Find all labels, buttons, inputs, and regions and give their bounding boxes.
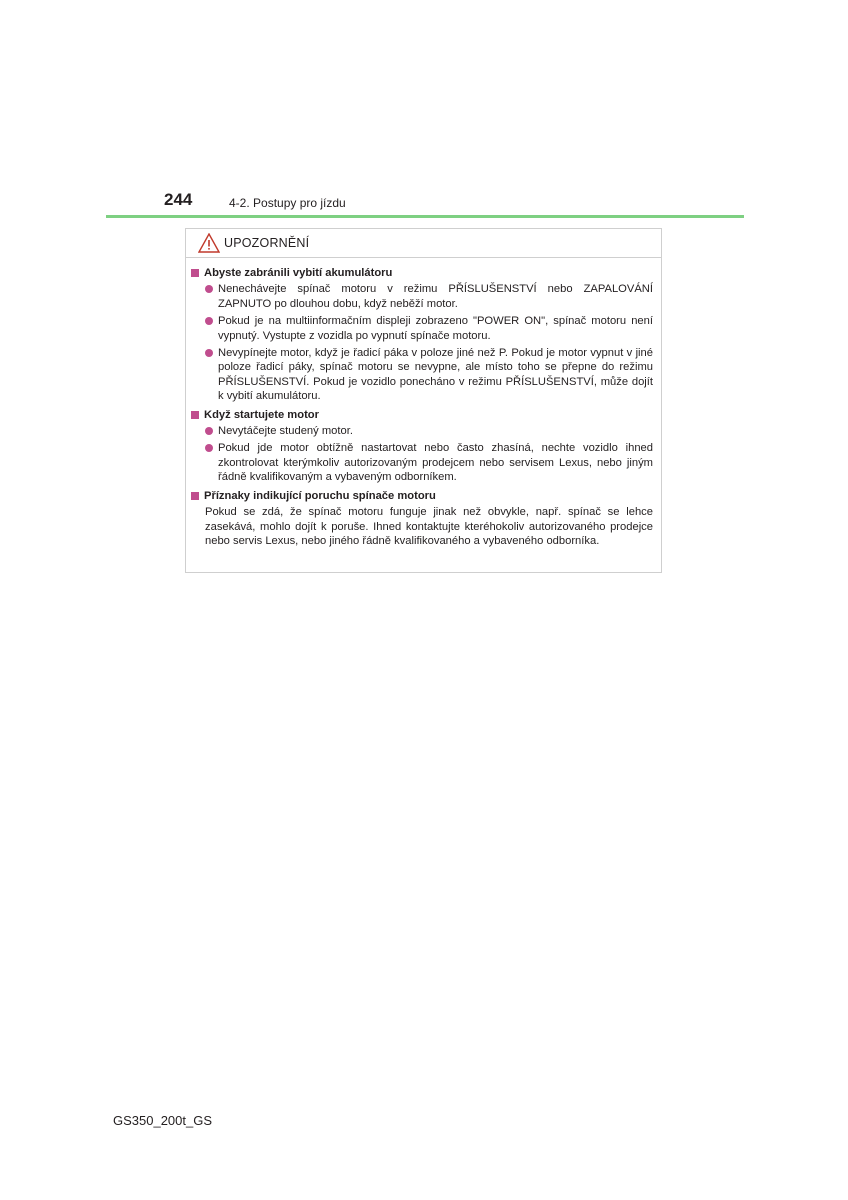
list-item: [205, 282, 653, 311]
list-item-text: Nevypínejte motor, když je řadicí páka v poloze jiné než P. Pokud je motor vypnut v jiné poloze řadicí páky, spínač motoru se nevypne, ale místo toho se přepne do režimu PŘÍSLUŠENSTVÍ. Pokud je vozidlo ponecháno v režimu PŘÍSLUŠENSTVÍ, může dojít k vybití akumulátoru.: [218, 347, 653, 403]
warning-title: UPOZORNĚNÍ: [224, 236, 310, 250]
circle-bullet-icon: [205, 444, 213, 452]
circle-bullet-icon: [205, 427, 213, 435]
warning-content: [186, 258, 661, 548]
list-item: [205, 314, 653, 343]
group-malfunction: [191, 489, 653, 549]
circle-bullet-icon: [205, 317, 213, 325]
square-bullet-icon: [191, 492, 199, 500]
list-item-text: Pokud jde motor obtížně nastartovat nebo často zhasíná, nechte vozidlo ihned zkontrolovat kterýmkoliv autorizovaným prodejcem nebo servisem Lexus, nebo jiným řádně kvalifikovaným a vybaveným odborníkem.: [218, 442, 653, 484]
list-item-text: Pokud je na multiinformačním displeji zobrazeno "POWER ON", spínač motoru není vypnutý. Vystupte z vozidla po vypnutí spínače motoru.: [218, 315, 653, 342]
group-starting: [191, 408, 653, 485]
section-title: 4-2. Postupy pro jízdu: [229, 196, 346, 210]
group-heading: [191, 408, 653, 422]
square-bullet-icon: [191, 269, 199, 277]
header-rule: [106, 215, 744, 218]
warning-triangle-icon: [198, 233, 220, 253]
list-item: [205, 346, 653, 404]
group-heading: [191, 266, 653, 280]
warning-box: [185, 228, 662, 573]
square-bullet-icon: [191, 411, 199, 419]
list-item: [205, 441, 653, 484]
group-heading-text: Když startujete motor: [204, 408, 319, 421]
paragraph: Pokud se zdá, že spínač motoru funguje jinak než obvykle, např. spínač se lehce zasekává, mohlo dojít k poruše. Ihned kontaktujte kteréhokoliv autorizovaného prodejce nebo servis Lexus, nebo jiného řádně kvalifikovaného a vybaveného odborníka.: [205, 506, 653, 547]
group-heading-text: Příznaky indikující poruchu spínače motoru: [204, 489, 436, 502]
footer-model: GS350_200t_GS: [113, 1113, 213, 1128]
list-item-text: Nenechávejte spínač motoru v režimu PŘÍSLUŠENSTVÍ nebo ZAPALOVÁNÍ ZAPNUTO po dlouhou dobu, když neběží motor.: [218, 283, 653, 310]
circle-bullet-icon: [205, 349, 213, 357]
list-item: [205, 424, 653, 438]
group-battery: [191, 266, 653, 404]
group-heading: [191, 489, 653, 503]
page-number: 244: [164, 190, 193, 209]
list-item-text: Nevytáčejte studený motor.: [218, 425, 353, 438]
circle-bullet-icon: [205, 285, 213, 293]
warning-header: [186, 229, 661, 258]
group-heading-text: Abyste zabránili vybití akumulátoru: [204, 267, 393, 279]
